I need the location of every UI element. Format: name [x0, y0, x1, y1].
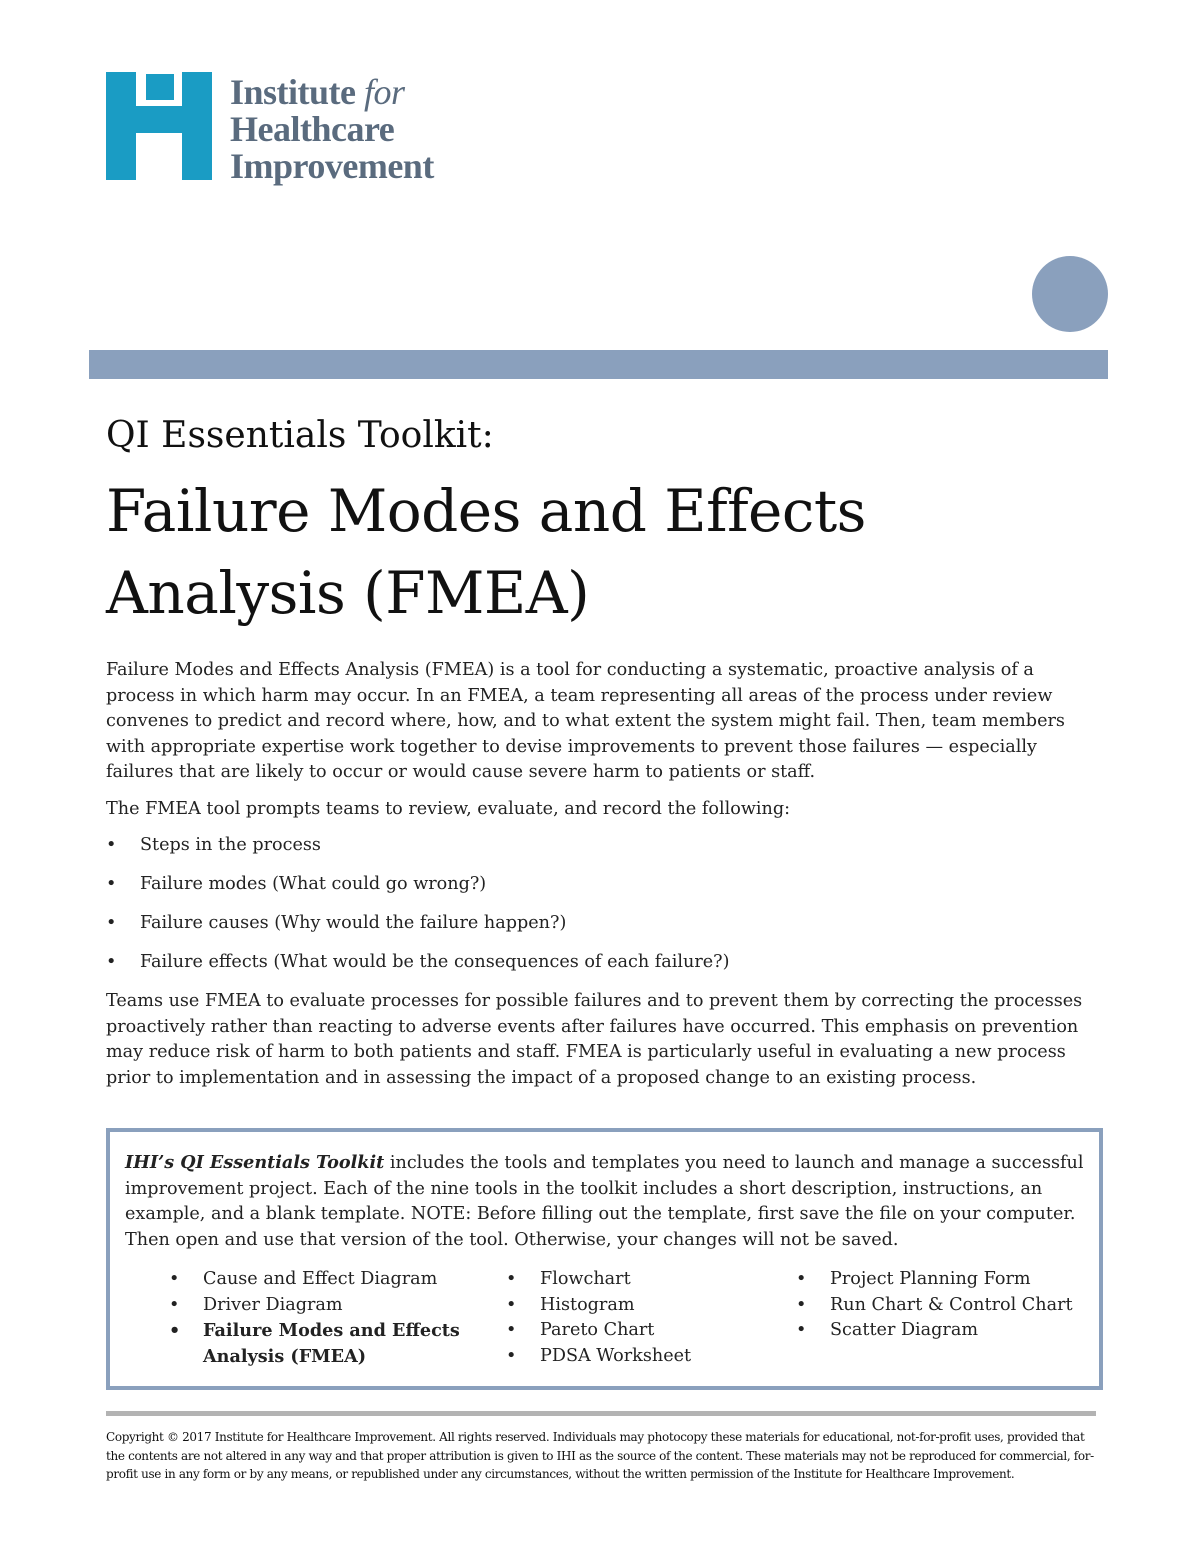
bullet-icon: •	[506, 1269, 517, 1289]
tool-item: • Scatter Diagram	[796, 1318, 1073, 1344]
header-bar	[89, 350, 1108, 379]
closing-paragraph: Teams use FMEA to evaluate processes for possible failures and to prevent them by correcting the processes proactively rather than reacting to adverse events after failures have occurred. This emphasis on prevention may reduce risk of harm to both patients and staff. FMEA is particularly useful in evaluating a new process prior to implementation and in assessing the impact of a proposed change to an existing process.	[106, 991, 1083, 1088]
ihi-logo-mark-icon	[106, 72, 212, 180]
decorative-circle	[1032, 256, 1108, 332]
logo-word-improvement: Improvement	[230, 146, 434, 186]
tool-column-2	[506, 1267, 691, 1369]
tool-item: • Flowchart	[506, 1267, 691, 1293]
bullet-icon: •	[796, 1269, 807, 1289]
list-item: • Steps in the process	[106, 833, 1096, 859]
tool-item: • Histogram	[506, 1293, 691, 1319]
tool-item: • Driver Diagram	[169, 1293, 463, 1319]
tool-item: • Run Chart & Control Chart	[796, 1293, 1073, 1319]
bullet-icon: •	[796, 1320, 807, 1340]
page-title: Failure Modes and Effects Analysis (FMEA)	[106, 477, 866, 627]
list-item: • Failure effects (What would be the consequences of each failure?)	[106, 950, 1096, 976]
ihi-logo	[106, 72, 466, 192]
toolkit-intro	[125, 1150, 1093, 1253]
copyright-notice: Copyright © 2017 Institute for Healthcare Improvement. All rights reserved. Individuals may photocopy these materials for educational, not-for-profit uses, provided that the contents are not altered in any way and that proper attribution is given to IHI as the source of the content. These materials may not be reproduced for commercial, for-profit use in any form or by any means, or republished under any circumstances, without the written permission of the Institute for Healthcare Improvement.	[106, 1430, 1094, 1481]
tool-item: • Project Planning Form	[796, 1267, 1073, 1293]
tool-item-current: • Failure Modes and Effects Analysis (FMEA)	[169, 1320, 460, 1367]
bullet-icon: •	[506, 1345, 517, 1366]
body-content	[106, 658, 1096, 1102]
toolkit-description: includes the tools and templates you need to launch and manage a successful improvement project. Each of the nine tools in the toolkit includes a short description, instructions, an example, and a blank template. NOTE: Before filling out the template, first save the file on your computer. Then open and use that version of the tool. Otherwise, your changes will not be saved.	[125, 1153, 1084, 1250]
bullet-icon: •	[106, 835, 117, 855]
toolkit-name: IHI’s QI Essentials Toolkit	[125, 1152, 385, 1173]
tool-item: • Cause and Effect Diagram	[169, 1267, 463, 1293]
prompt-paragraph: The FMEA tool prompts teams to review, evaluate, and record the following:	[106, 798, 791, 819]
bullet-icon: •	[506, 1320, 517, 1340]
bullet-icon: •	[169, 1294, 180, 1315]
bullet-icon: •	[169, 1269, 180, 1289]
intro-paragraph: Failure Modes and Effects Analysis (FMEA) is a tool for conducting a systematic, proactive analysis of a process in which harm may occur. In an FMEA, a team representing all areas of the process under review convenes to predict and record where, how, and to what extent the system might fail. Then, team members with appropriate expertise work together to devise improvements to prevent those failures — especially failures that are likely to occur or would cause severe harm to patients or staff.	[106, 660, 1065, 782]
footer-divider	[106, 1411, 1096, 1416]
tool-list	[125, 1267, 1093, 1377]
bullet-icon: •	[796, 1294, 807, 1315]
toolkit-info-box	[106, 1128, 1103, 1390]
toolkit-kicker: QI Essentials Toolkit:	[106, 415, 494, 456]
tool-column-1	[169, 1267, 463, 1369]
logo-wordmark	[230, 74, 434, 185]
logo-word-healthcare: Healthcare	[230, 109, 395, 149]
bullet-icon: •	[506, 1294, 517, 1315]
list-item: • Failure modes (What could go wrong?)	[106, 872, 1096, 898]
bullet-icon: •	[106, 913, 117, 933]
bullet-icon: •	[169, 1320, 181, 1341]
bullet-icon: •	[106, 874, 117, 894]
tool-item: • PDSA Worksheet	[506, 1344, 691, 1370]
bullet-icon: •	[106, 952, 117, 972]
tool-item: • Pareto Chart	[506, 1318, 691, 1344]
logo-word-institute: Institute	[230, 72, 356, 112]
list-item: • Failure causes (Why would the failure happen?)	[106, 911, 1096, 937]
tool-column-3	[796, 1267, 1073, 1344]
review-list	[106, 833, 1096, 976]
logo-word-for: for	[364, 72, 405, 112]
